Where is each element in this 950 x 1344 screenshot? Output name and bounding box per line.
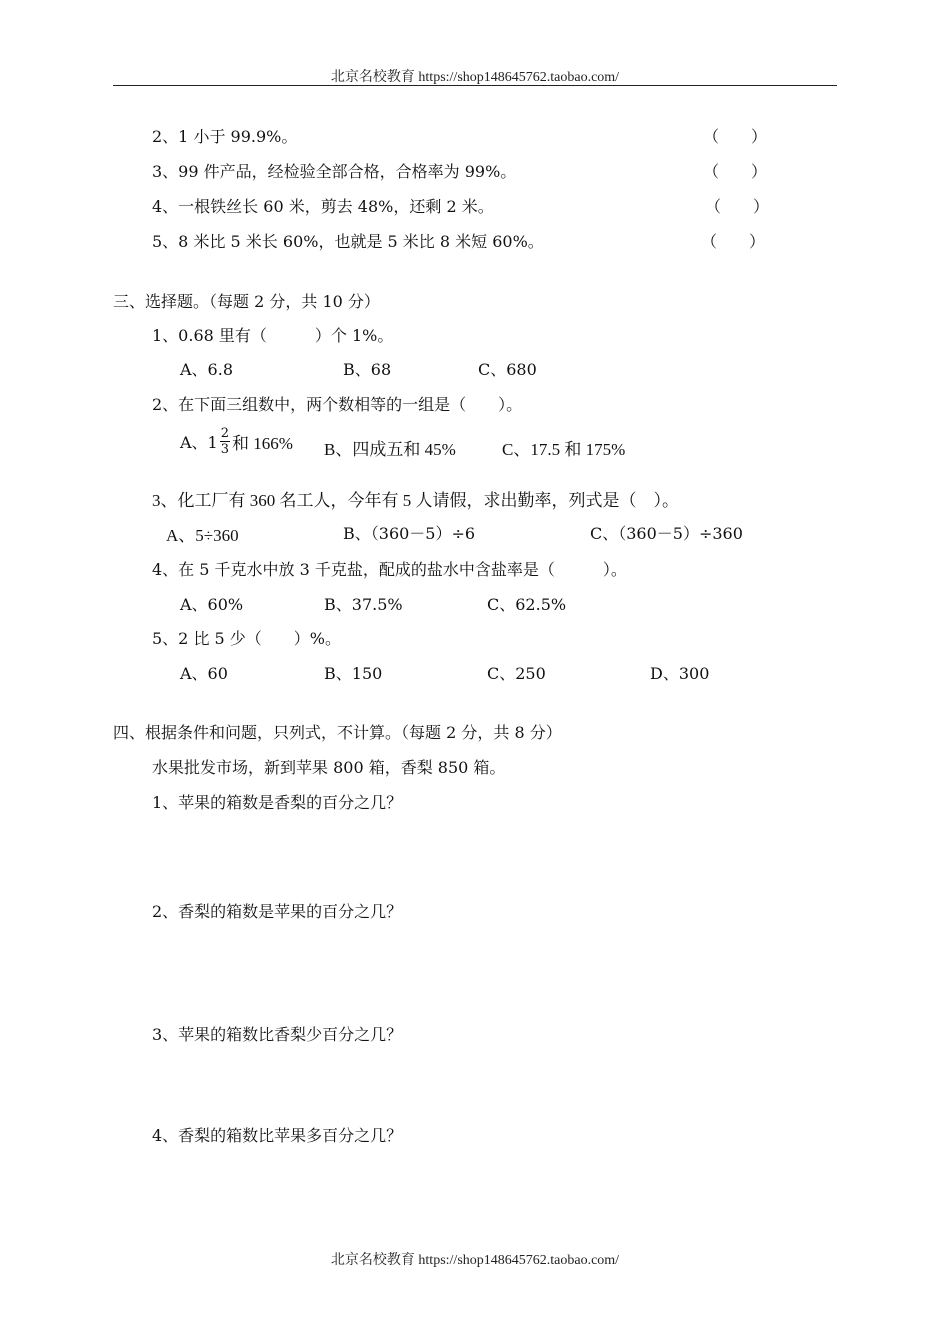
judge-blank-2[interactable]: （ ） — [703, 127, 768, 146]
formula-q4: 4、香梨的箱数比苹果多百分之几？ — [152, 1126, 403, 1145]
choice-q4-option-b[interactable]: B、37.5% — [324, 595, 403, 614]
formula-q1: 1、苹果的箱数是香梨的百分之几？ — [152, 793, 403, 812]
choice-q1-option-c[interactable]: C、680 — [478, 360, 537, 379]
page-header: 北京名校教育 https://shop148645762.taobao.com/ — [330, 70, 620, 85]
judge-item-5: 5、8 米比 5 米长 60%，也就是 5 米比 8 米短 60%。 — [152, 232, 544, 251]
choice-q1-option-b[interactable]: B、68 — [343, 360, 392, 379]
header-rule — [113, 85, 837, 86]
choice-q3-option-c[interactable]: C、（360－5）÷360 — [590, 524, 743, 543]
choice-q2-stem: 2、在下面三组数中，两个数相等的一组是（ ）。 — [152, 395, 523, 414]
choice-q5-option-a[interactable]: A、60 — [180, 664, 228, 683]
choice-q2-option-b[interactable]: B、四成五和 45% — [324, 440, 456, 459]
choice-title: 三、选择题。（每题 2 分，共 10 分） — [113, 292, 380, 311]
judge-item-3: 3、99 件产品，经检验全部合格，合格率为 99%。 — [152, 162, 517, 181]
choice-q2-option-a[interactable] — [180, 426, 293, 457]
choice-q4-option-c[interactable]: C、62.5% — [487, 595, 567, 614]
choice-q4-stem: 4、在 5 千克水中放 3 千克盐，配成的盐水中含盐率是（ ）。 — [152, 560, 627, 579]
choice-q3-option-a[interactable]: A、5÷360 — [166, 526, 239, 545]
choice-q3-stem: 3、化工厂有 360 名工人，今年有 5 人请假，求出勤率，列式是（ ）。 — [152, 491, 679, 510]
fraction-numerator: 2 — [220, 426, 230, 441]
judge-blank-5[interactable]: （ ） — [701, 232, 766, 251]
choice-q1-stem: 1、0.68 里有（ ）个 1%。 — [152, 326, 394, 345]
judge-blank-3[interactable]: （ ） — [703, 162, 768, 181]
choice-q1-option-a[interactable]: A、6.8 — [180, 360, 234, 379]
choice-q5-stem: 5、2 比 5 少（ ）%。 — [152, 629, 342, 648]
page-footer: 北京名校教育 https://shop148645762.taobao.com/ — [330, 1253, 620, 1268]
choice-q5-option-c[interactable]: C、250 — [487, 664, 546, 683]
q2-a-suffix: 和 166% — [232, 434, 293, 453]
formula-title: 四、根据条件和问题，只列式，不计算。（每题 2 分，共 8 分） — [113, 723, 562, 742]
formula-q3: 3、苹果的箱数比香梨少百分之几？ — [152, 1025, 403, 1044]
choice-q3-option-b[interactable]: B、（360－5）÷6 — [343, 524, 476, 543]
choice-q5-option-d[interactable]: D、300 — [650, 664, 710, 683]
formula-q2: 2、香梨的箱数是苹果的百分之几？ — [152, 902, 403, 921]
choice-q4-option-a[interactable]: A、60% — [180, 595, 244, 614]
choice-q5-option-b[interactable]: B、150 — [324, 664, 383, 683]
fraction-denominator: 3 — [220, 442, 230, 457]
judge-item-4: 4、一根铁丝长 60 米，剪去 48%，还剩 2 米。 — [152, 197, 494, 216]
formula-intro: 水果批发市场，新到苹果 800 箱，香梨 850 箱。 — [152, 758, 506, 777]
q2-a-prefix: A、1 — [180, 433, 218, 452]
fraction — [220, 426, 230, 457]
judge-item-2: 2、1 小于 99.9%。 — [152, 127, 298, 146]
judge-blank-4[interactable]: （ ） — [705, 197, 770, 216]
choice-q2-option-c[interactable]: C、17.5 和 175% — [502, 440, 626, 459]
